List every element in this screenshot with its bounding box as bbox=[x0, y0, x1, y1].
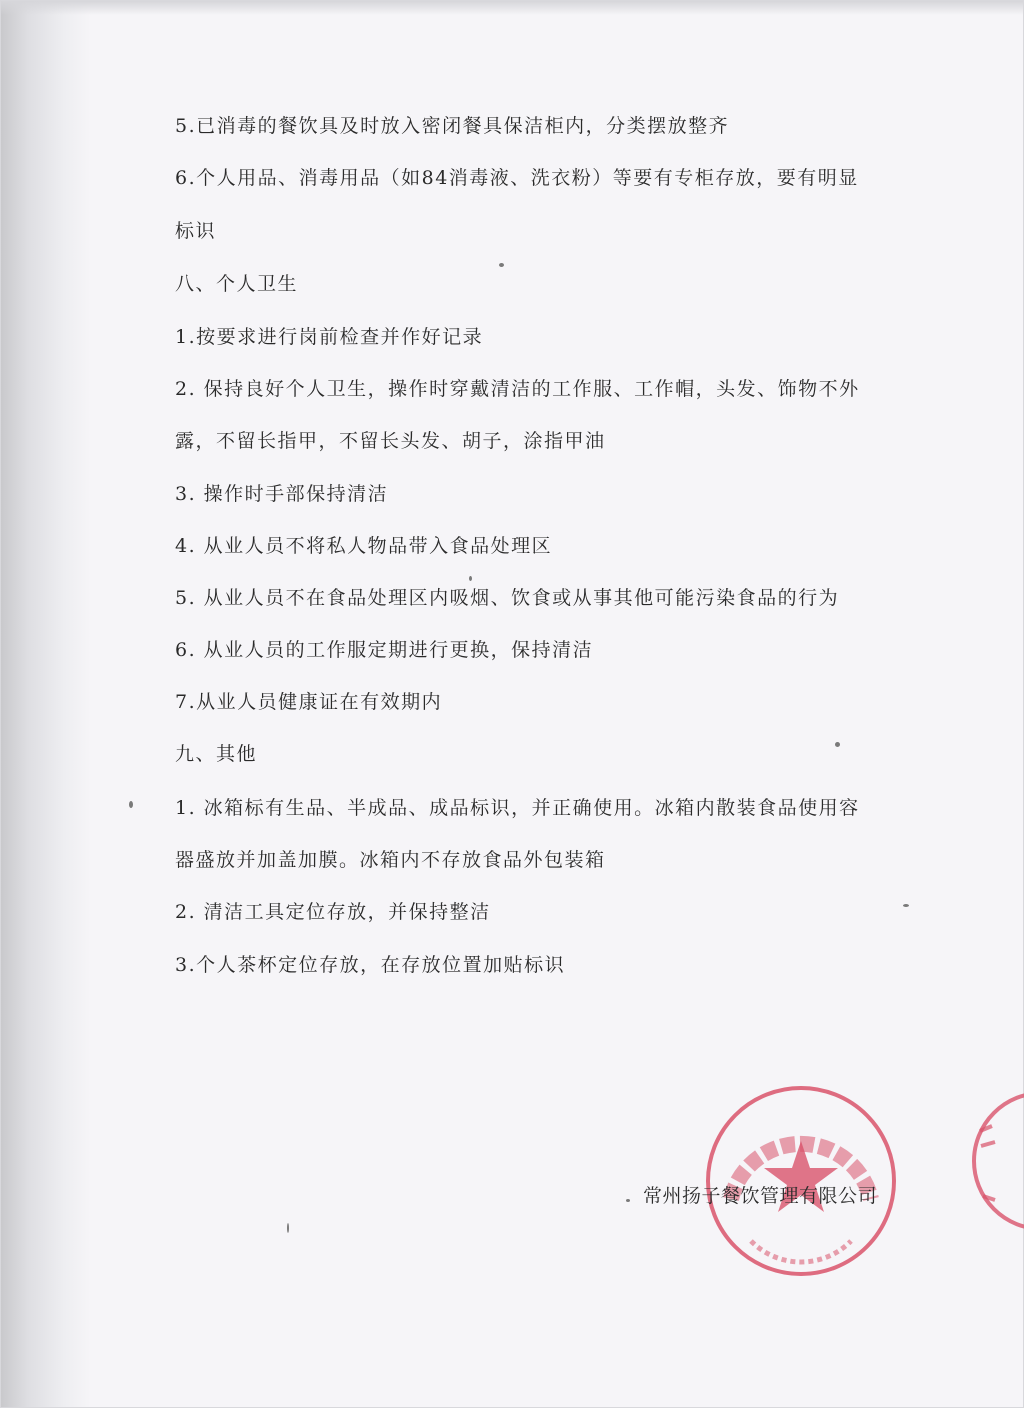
other-item-2: 2. 清洁工具定位存放，并保持整洁 bbox=[175, 901, 491, 923]
other-item-1: 1. 冰箱标有生品、半成品、成品标识，并正确使用。冰箱内散装食品使用容 bbox=[175, 797, 860, 819]
hygiene-item-6: 6. 从业人员的工作服定期进行更换，保持清洁 bbox=[175, 639, 594, 661]
item-6-continued: 标识 bbox=[175, 220, 217, 242]
hygiene-item-1: 1.按要求进行岗前检查并作好记录 bbox=[175, 326, 484, 348]
partial-seal-icon bbox=[947, 1086, 1024, 1236]
item-5-disinfected-tableware: 5.已消毒的餐饮具及时放入密闭餐具保洁柜内，分类摆放整齐 bbox=[175, 115, 730, 137]
hygiene-item-7: 7.从业人员健康证在有效期内 bbox=[175, 691, 443, 713]
hygiene-item-5: 5. 从业人员不在食品处理区内吸烟、饮食或从事其他可能污染食品的行为 bbox=[175, 587, 840, 609]
company-signature: 常州扬子餐饮管理有限公司 bbox=[643, 1185, 878, 1207]
scan-edge-shadow bbox=[1, 1, 91, 1407]
section-heading-personal-hygiene: 八、个人卫生 bbox=[175, 273, 299, 295]
scan-speck bbox=[499, 263, 504, 267]
item-6-personal-items: 6.个人用品、消毒用品（如84消毒液、洗衣粉）等要有专柜存放，要有明显 bbox=[175, 167, 859, 189]
hygiene-item-3: 3. 操作时手部保持清洁 bbox=[175, 483, 389, 505]
hygiene-item-2: 2. 保持良好个人卫生，操作时穿戴清洁的工作服、工作帽，头发、饰物不外 bbox=[175, 378, 860, 400]
scan-top-shadow bbox=[1, 1, 1023, 15]
scan-speck bbox=[903, 904, 909, 907]
scan-speck bbox=[469, 576, 472, 581]
scan-speck bbox=[287, 1223, 289, 1233]
other-item-1-continued: 器盛放并加盖加膜。冰箱内不存放食品外包装箱 bbox=[175, 849, 606, 871]
section-heading-other: 九、其他 bbox=[175, 743, 258, 765]
scan-speck bbox=[129, 801, 133, 808]
scan-speck bbox=[835, 742, 840, 747]
scan-speck bbox=[626, 1199, 630, 1202]
hygiene-item-2-continued: 露，不留长指甲，不留长头发、胡子，涂指甲油 bbox=[175, 430, 606, 452]
hygiene-item-4: 4. 从业人员不将私人物品带入食品处理区 bbox=[175, 535, 553, 557]
other-item-3: 3.个人茶杯定位存放，在存放位置加贴标识 bbox=[175, 954, 566, 976]
